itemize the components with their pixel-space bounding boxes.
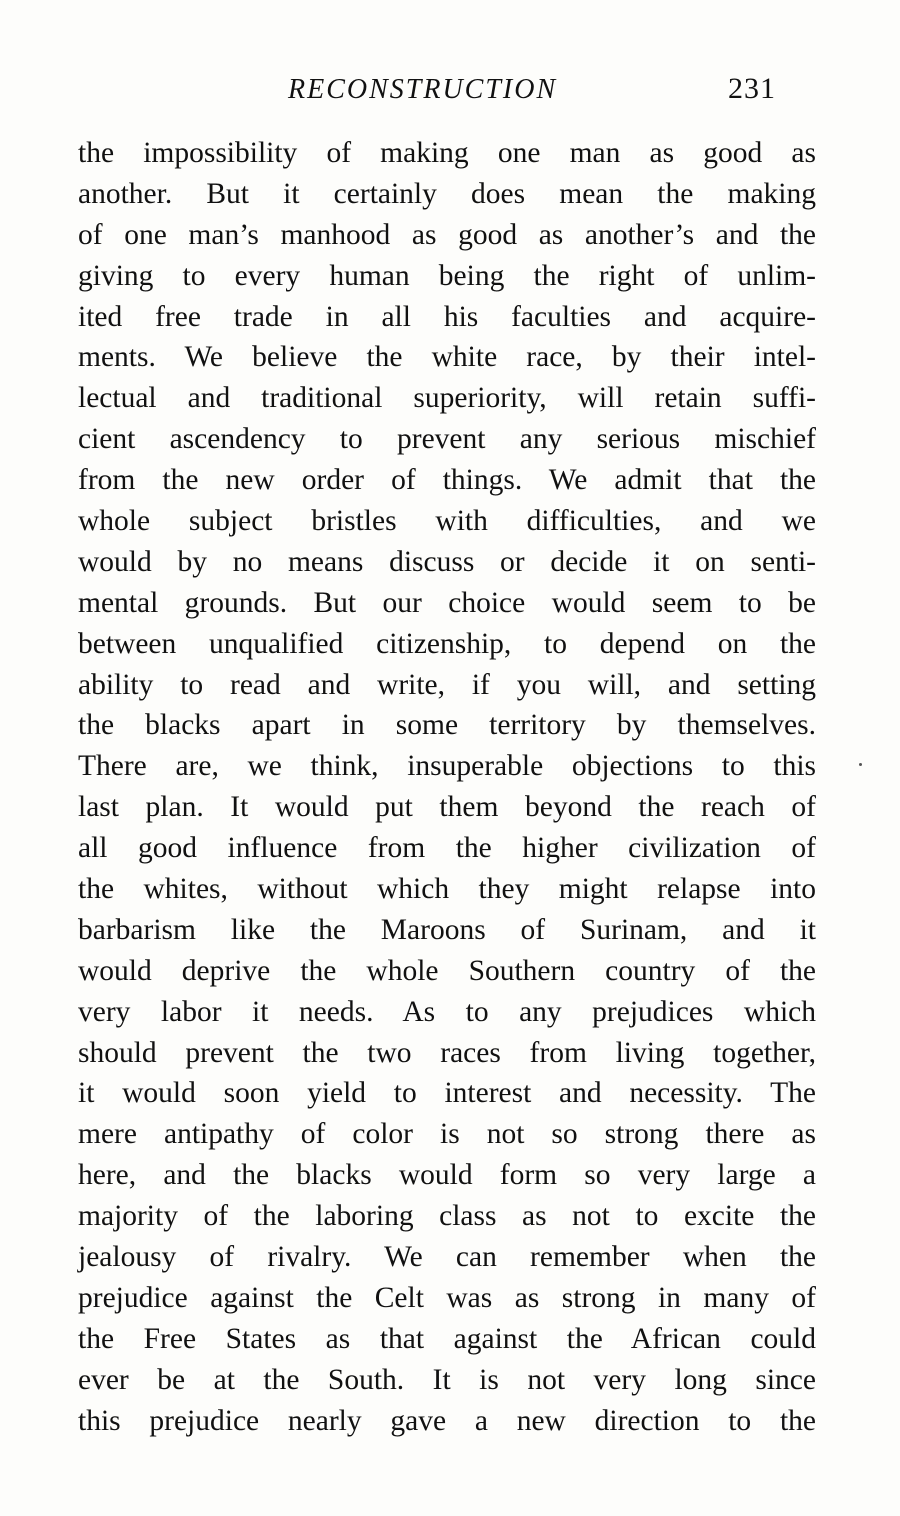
text-line: very labor it needs. As to any prejudices which [78, 995, 816, 1028]
text-line: from the new order of things. We admit that the [78, 464, 816, 497]
text-line: giving to every human being the right of unlim- [78, 259, 816, 292]
text-line: it would soon yield to interest and necessity. The [78, 1077, 816, 1110]
text-line: last plan. It would put them beyond the reach of [78, 791, 816, 824]
text-line: ever be at the South. It is not very long since [78, 1363, 816, 1396]
text-line: this prejudice nearly gave a new direction to the [78, 1404, 816, 1437]
text-line: another. But it certainly does mean the making [78, 177, 816, 210]
text-line: ited free trade in all his faculties and acquire- [78, 300, 816, 333]
text-line: would deprive the whole Southern country of the [78, 954, 816, 987]
text-line: jealousy of rivalry. We can remember when the [78, 1241, 816, 1274]
text-line: mere antipathy of color is not so strong there as [78, 1118, 816, 1151]
text-line: of one man’s manhood as good as another’s and the [78, 218, 816, 251]
text-line: lectual and traditional superiority, will retain suffi- [78, 382, 816, 415]
body-text [78, 133, 816, 1442]
text-line: the whites, without which they might relapse into [78, 873, 816, 906]
text-line: There are, we think, insuperable objections to this [78, 750, 816, 783]
text-line: between unqualified citizenship, to depend on the [78, 627, 816, 660]
text-line: the blacks apart in some territory by themselves. [78, 709, 816, 742]
text-line: mental grounds. But our choice would seem to be [78, 586, 816, 619]
page-number: 231 [728, 72, 776, 105]
text-line: the impossibility of making one man as good as [78, 137, 816, 169]
text-line: should prevent the two races from living together, [78, 1036, 816, 1069]
text-line: cient ascendency to prevent any serious mischief [78, 423, 816, 456]
running-head [0, 74, 900, 114]
text-line: ability to read and write, if you will, and setting [78, 668, 816, 701]
text-line: would by no means discuss or decide it on senti- [78, 545, 816, 578]
text-line: barbarism like the Maroons of Surinam, and it [78, 913, 816, 946]
text-line: all good influence from the higher civilization of [78, 832, 816, 865]
running-title: RECONSTRUCTION [288, 74, 558, 105]
text-line: prejudice against the Celt was as strong in many of [78, 1281, 816, 1314]
text-line: here, and the blacks would form so very large a [78, 1159, 816, 1192]
text-line: the Free States as that against the African could [78, 1322, 816, 1355]
text-line: majority of the laboring class as not to excite the [78, 1200, 816, 1233]
scan-speck [859, 763, 862, 766]
text-line: ments. We believe the white race, by their intel- [78, 341, 816, 374]
text-line: whole subject bristles with difficulties, and we [78, 505, 816, 538]
